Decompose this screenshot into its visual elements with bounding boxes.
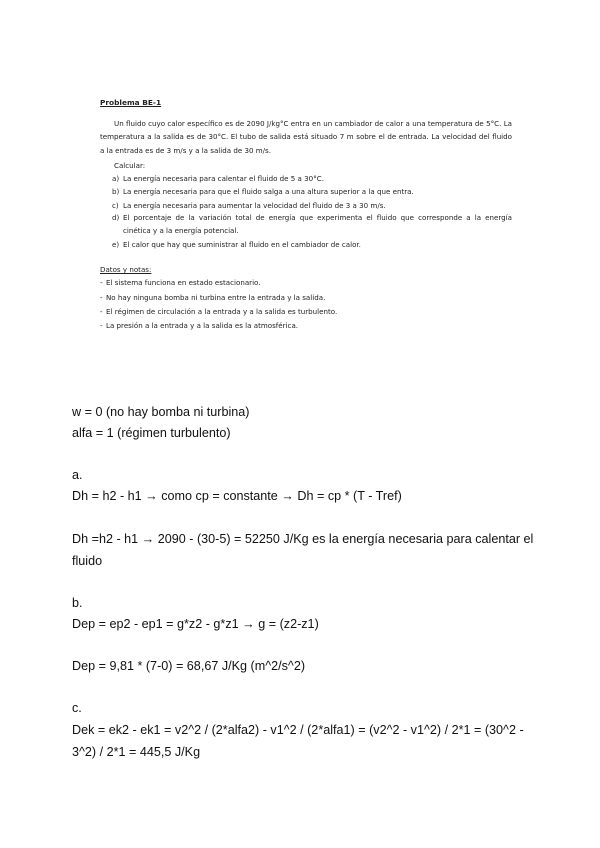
question-item-d (112, 212, 512, 238)
question-text: La energía necesaria para que el fluido salga a una altura superior a la que entra. (123, 187, 414, 197)
note-text: El sistema funciona en estado estacionario. (106, 278, 261, 288)
section-a-line1: Dh = h2 - h1 → como cp = constante → Dh = cp * (T - Tref) (72, 489, 402, 503)
question-text: La energía necesaria para aumentar la velocidad del fluido de 3 a 30 m/s. (123, 200, 386, 210)
section-a-label: a. (72, 468, 83, 482)
question-letter: e) (112, 239, 120, 249)
note-text: No hay ninguna bomba ni turbina entre la entrada y la salida. (106, 292, 326, 302)
blank-line (72, 677, 534, 698)
problem-statement: Un fluido cuyo calor específico es de 2090 J/kg°C entra en un cambiador de calor a una temperatura de 5°C. La temperatura a la salida es de 30°C. El tubo de salida está situado 7 m sobre el de entrada. La velocidad del fluido a la entrada es de 3 m/s y a la salida de 30 m/s. (100, 119, 512, 155)
notes-title: Datos y notas: (100, 265, 152, 275)
alfa-line: alfa = 1 (régimen turbulento) (72, 426, 231, 440)
section-b-label: b. (72, 596, 83, 610)
note-text: La presión a la entrada y a la salida es la atmosférica. (106, 321, 299, 331)
question-letter: d) (112, 213, 120, 223)
question-item-c (112, 199, 512, 212)
question-text: El porcentaje de la variación total de energía que experimenta el fluido que corresponde a la energía cinética y a la energía potencial. (123, 213, 512, 235)
question-text: La energía necesaria para calentar el fluido de 5 a 30°C. (123, 173, 324, 183)
blank-line (72, 507, 534, 528)
problem-scan (100, 98, 512, 334)
question-item-e (112, 238, 512, 251)
section-c-line1: Dek = ek2 - ek1 = v2^2 / (2*alfa2) - v1^2 / (2*alfa1) = (v2^2 - v1^2) / 2*1 = (30^2 - 3^2) / 2*1 = 445,5 J/Kg (72, 723, 524, 759)
question-letter: b) (112, 187, 120, 197)
blank-line (72, 572, 534, 593)
question-text: El calor que hay que suministrar al fluido en el cambiador de calor. (123, 239, 361, 249)
note-item: - El sistema funciona en estado estacionario. (100, 278, 261, 288)
note-text: El régimen de circulación a la entrada y a la salida es turbulento. (106, 306, 338, 316)
question-letter: a) (112, 173, 120, 183)
blank-line (72, 635, 534, 656)
question-list (100, 172, 512, 251)
question-letter: c) (112, 200, 119, 210)
section-a-line2: Dh =h2 - h1 → 2090 - (30-5) = 52250 J/Kg es la energía necesaria para calentar el fluido (72, 532, 534, 568)
problem-title: Problema BE-1 (100, 98, 162, 107)
question-item-b (112, 185, 512, 198)
section-b-line1: Dep = ep2 - ep1 = g*z2 - g*z1 → g = (z2-z1) (72, 617, 319, 631)
section-b-line2: Dep = 9,81 * (7-0) = 68,67 J/Kg (m^2/s^2) (72, 659, 306, 673)
solution-text (72, 402, 534, 763)
note-item: - El régimen de circulación a la entrada y a la salida es turbulento. (100, 306, 338, 316)
blank-line (72, 444, 534, 465)
section-c-label: c. (72, 701, 82, 715)
calc-label: Calcular: (114, 160, 146, 170)
notes-list (100, 276, 512, 334)
question-item-a (112, 172, 512, 185)
note-item: - No hay ninguna bomba ni turbina entre la entrada y la salida. (100, 292, 326, 302)
w-line: w = 0 (no hay bomba ni turbina) (72, 405, 250, 419)
note-item: - La presión a la entrada y a la salida es la atmosférica. (100, 321, 299, 331)
